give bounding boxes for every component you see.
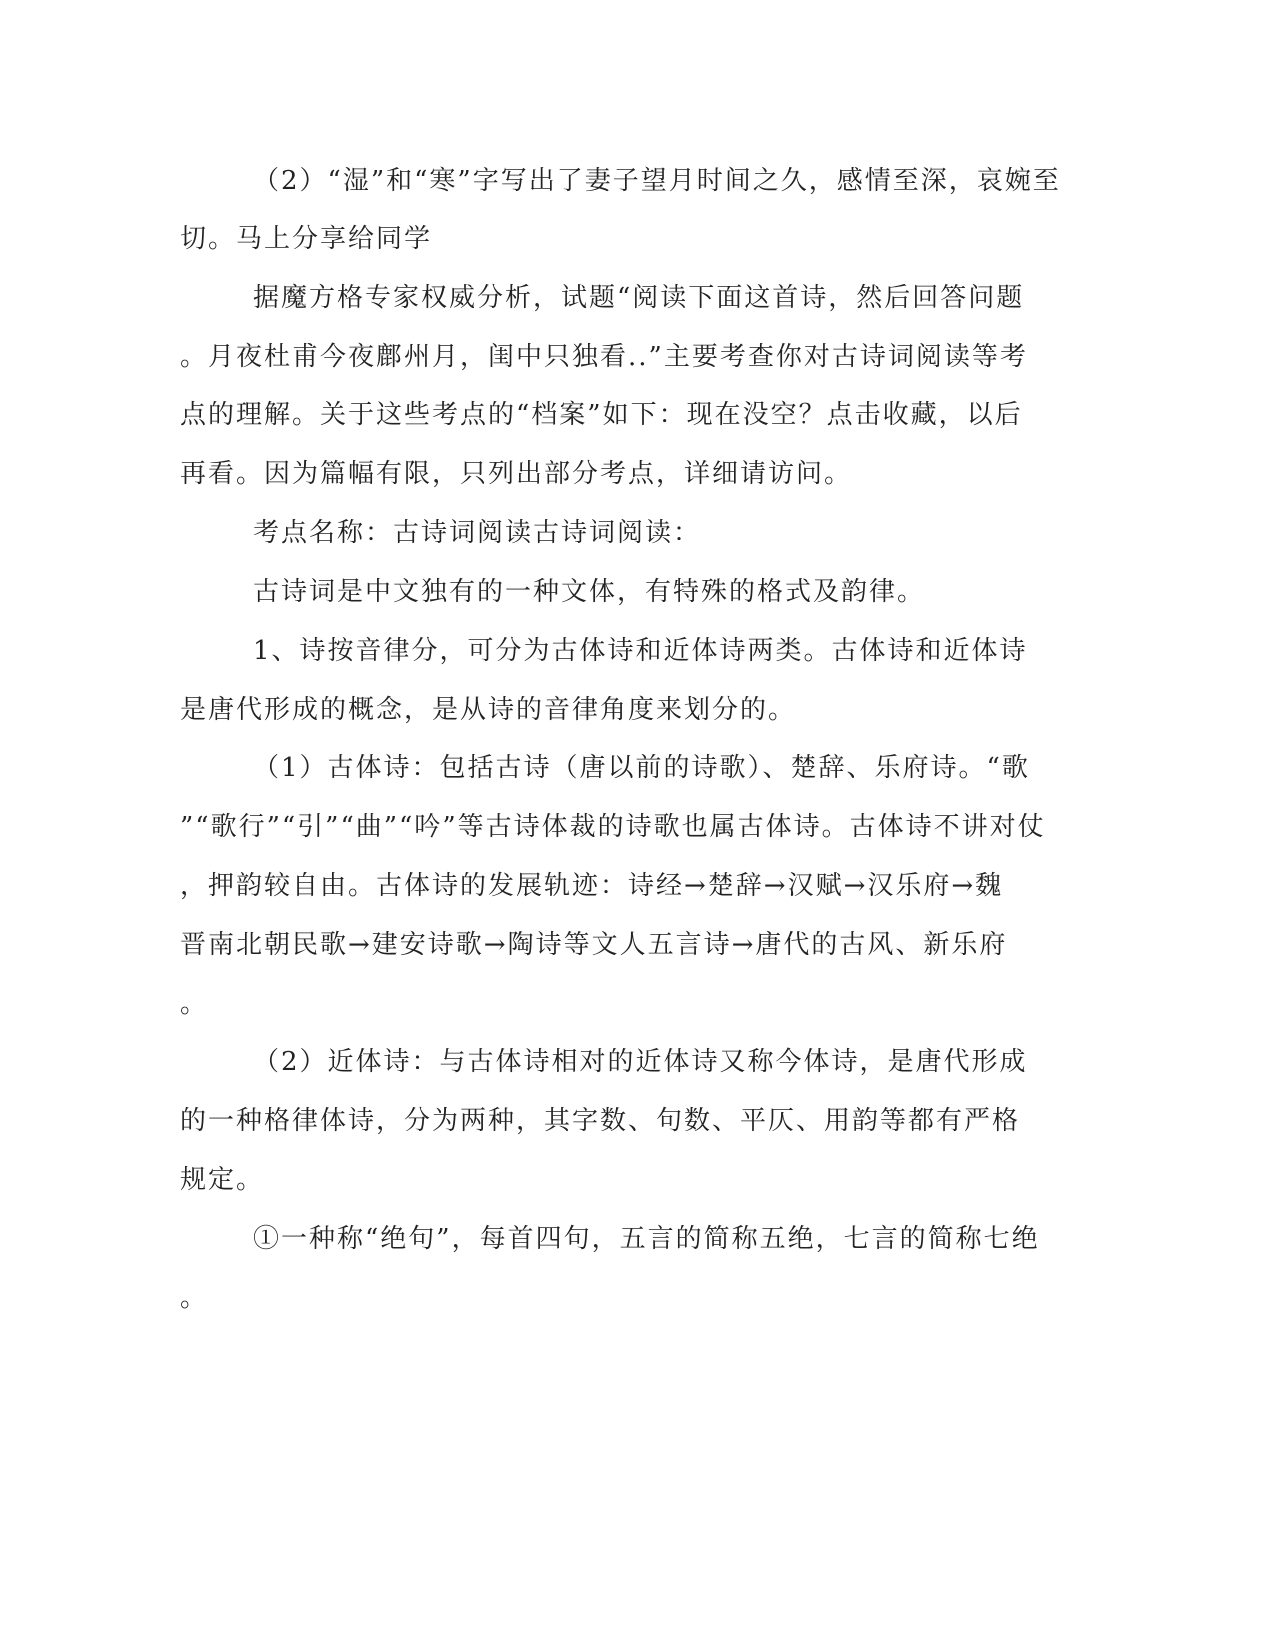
text-line: 1、诗按音律分，可分为古体诗和近体诗两类。古体诗和近体诗: [253, 636, 1028, 666]
text-line: ①一种称“绝句”，每首四句，五言的简称五绝，七言的简称七绝: [253, 1224, 1040, 1254]
text-line: 的一种格律体诗，分为两种，其字数、句数、平仄、用韵等都有严格: [180, 1106, 1021, 1136]
text-line: （1）古体诗：包括古诗（唐以前的诗歌）、楚辞、乐府诗。“歌: [253, 753, 1030, 783]
text-line: ”“歌行”“引”“曲”“吟”等古诗体裁的诗歌也属古体诗。古体诗不讲对仗: [180, 812, 1046, 842]
text-line: 再看。因为篇幅有限，只列出部分考点，详细请访问。: [180, 459, 853, 489]
text-line: 点的理解。关于这些考点的“档案”如下：现在没空？点击收藏，以后: [180, 400, 1023, 430]
text-line: 晋南北朝民歌→建安诗歌→陶诗等文人五言诗→唐代的古风、新乐府: [180, 930, 1008, 960]
text-line: 。月夜杜甫今夜鄜州月，闺中只独看..”主要考查你对古诗词阅读等考: [180, 342, 1028, 372]
text-line: 据魔方格专家权威分析，试题“阅读下面这首诗，然后回答问题: [253, 283, 1025, 313]
text-line: 。: [180, 1283, 209, 1313]
text-line: 古诗词是中文独有的一种文体，有特殊的格式及韵律。: [253, 577, 926, 607]
text-line: 是唐代形成的概念，是从诗的音律角度来划分的。: [180, 695, 797, 725]
text-line: 考点名称：古诗词阅读古诗词阅读：: [253, 518, 702, 548]
text-line: 。: [180, 989, 209, 1019]
text-line: （2）“湿”和“寒”字写出了妻子望月时间之久，感情至深，哀婉至: [253, 166, 1061, 196]
text-line: （2）近体诗：与古体诗相对的近体诗又称今体诗，是唐代形成: [253, 1047, 1028, 1077]
text-line: ，押韵较自由。古体诗的发展轨迹：诗经→楚辞→汉赋→汉乐府→魏: [180, 871, 1004, 901]
text-line: 切。马上分享给同学: [180, 224, 433, 254]
text-line: 规定。: [180, 1165, 265, 1195]
